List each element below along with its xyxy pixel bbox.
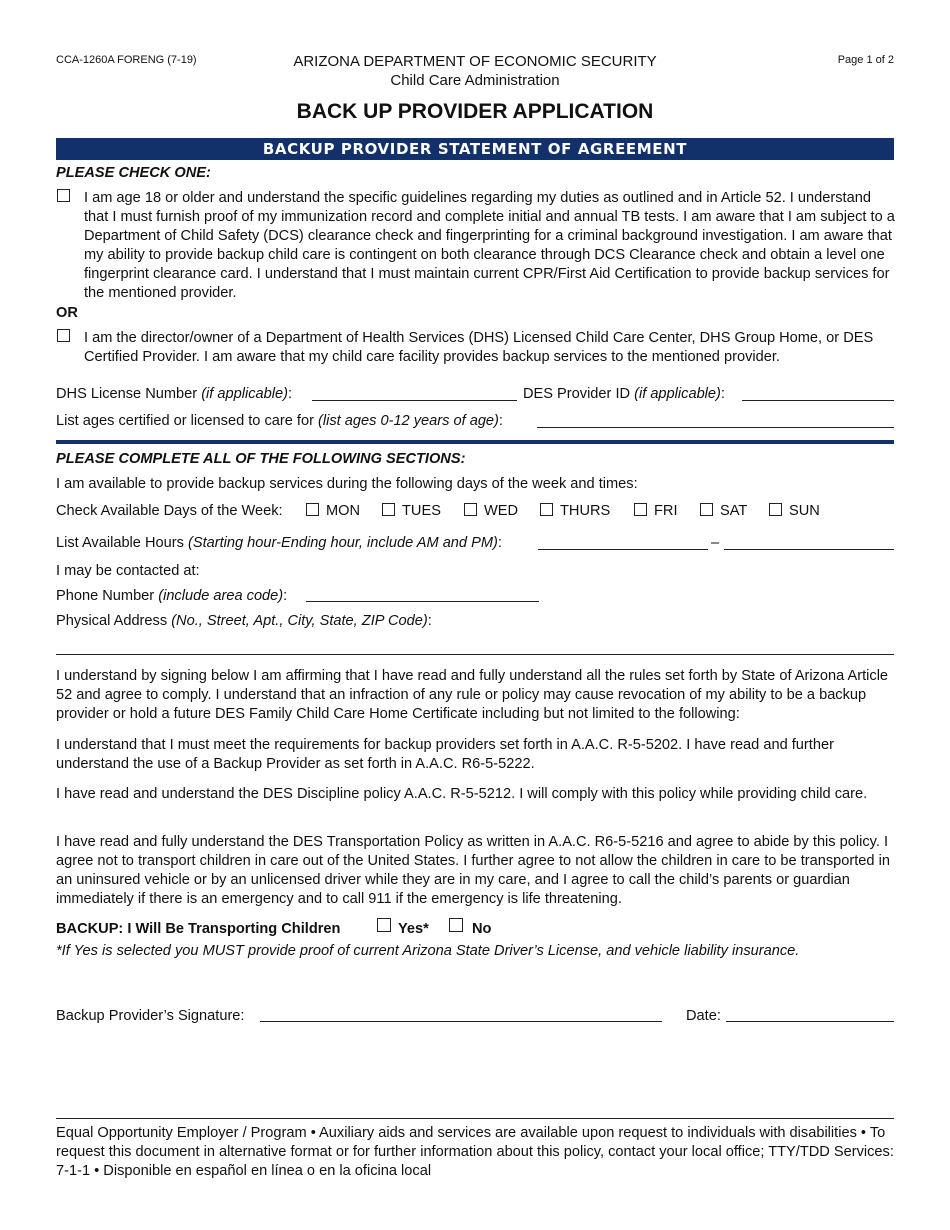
day-mon[interactable]: MON	[306, 502, 360, 521]
agreement-paragraph-2: I understand that I must meet the requirements for backup providers set forth in A.A.C. R-5-5202. I have read and further understand the use of a Backup Provider as set forth in A.A.C. R6-5-5222.	[56, 737, 834, 772]
or-label: OR	[56, 305, 78, 321]
des-provider-input[interactable]	[742, 400, 894, 401]
phone-input[interactable]	[306, 601, 539, 602]
date-input[interactable]	[726, 1021, 894, 1022]
available-text: I am available to provide backup services during the following days of the week and times:	[56, 476, 638, 492]
day-sun-checkbox[interactable]	[769, 503, 782, 516]
hours-label: List Available Hours (Starting hour-Ending hour, include AM and PM):	[56, 535, 502, 551]
days-label: Check Available Days of the Week:	[56, 503, 283, 519]
end-hour-input[interactable]	[724, 549, 894, 550]
option2-text: I am the director/owner of a Department of Health Services (DHS) Licensed Child Care Center, DHS Group Home, or DES Certified Provider. I am aware that my child care facility provides backup services to the mentioned provider.	[84, 330, 874, 365]
option1-checkbox[interactable]	[57, 189, 70, 202]
day-sat-checkbox[interactable]	[700, 503, 713, 516]
ages-input[interactable]	[537, 427, 894, 428]
contact-text: I may be contacted at:	[56, 563, 200, 579]
day-tues[interactable]: TUES	[382, 502, 441, 521]
day-fri[interactable]: FRI	[634, 502, 678, 521]
dhs-license-label: DHS License Number (if applicable):	[56, 386, 293, 402]
day-wed[interactable]: WED	[464, 502, 518, 521]
transport-label: BACKUP: I Will Be Transporting Children	[56, 921, 341, 937]
day-sat[interactable]: SAT	[700, 502, 747, 521]
day-fri-checkbox[interactable]	[634, 503, 647, 516]
agreement-paragraph-3: I have read and understand the DES Discipline policy A.A.C. R-5-5212. I will comply with this policy while providing child care.	[56, 786, 868, 802]
division-name: Child Care Administration	[390, 72, 560, 89]
day-thurs-checkbox[interactable]	[540, 503, 553, 516]
date-label: Date:	[686, 1008, 721, 1024]
check-one-heading: PLEASE CHECK ONE:	[56, 165, 211, 181]
days-group	[306, 502, 896, 522]
ages-label: List ages certified or licensed to care for (list ages 0-12 years of age):	[56, 413, 503, 429]
transport-yes-checkbox[interactable]	[377, 918, 391, 932]
option2-checkbox[interactable]	[57, 329, 70, 342]
day-mon-checkbox[interactable]	[306, 503, 319, 516]
signature-label: Backup Provider’s Signature:	[56, 1008, 245, 1024]
complete-heading: PLEASE COMPLETE ALL OF THE FOLLOWING SECTIONS:	[56, 451, 466, 467]
start-hour-input[interactable]	[538, 549, 708, 550]
address-input[interactable]	[56, 654, 894, 655]
footer-divider	[56, 1118, 894, 1119]
address-label: Physical Address (No., Street, Apt., City, State, ZIP Code):	[56, 613, 432, 629]
form-code: CCA-1260A FORENG (7-19)	[56, 54, 197, 66]
signature-input[interactable]	[260, 1021, 662, 1022]
hours-dash: –	[711, 535, 720, 551]
section-divider	[56, 440, 894, 444]
transport-no-checkbox[interactable]	[449, 918, 463, 932]
page-title: BACK UP PROVIDER APPLICATION	[296, 100, 654, 123]
section-bar: BACKUP PROVIDER STATEMENT OF AGREEMENT	[56, 138, 894, 160]
day-wed-checkbox[interactable]	[464, 503, 477, 516]
dhs-license-input[interactable]	[312, 400, 517, 401]
transport-yes-label: Yes*	[398, 921, 429, 937]
day-sun[interactable]: SUN	[769, 502, 820, 521]
day-thurs[interactable]: THURS	[540, 502, 610, 521]
day-tues-checkbox[interactable]	[382, 503, 395, 516]
transport-note: *If Yes is selected you MUST provide proof of current Arizona State Driver’s License, and vehicle liability insurance.	[56, 943, 800, 959]
option1-text: I am age 18 or older and understand the specific guidelines regarding my duties as outlined and in Article 52. I understand that I must furnish proof of my immunization record and complete initial and annual TB tests. I am aware that I am subject to a Department of Child Safety (DCS) clearance check and fingerprinting for a criminal background investigation. I am aware that my ability to provide backup child care is contingent on both clearance through DCS Clearance check and obtain a level one fingerprint clearance card. I understand that I must maintain current CPR/First Aid Certification to provide backup services for the mentioned provider.	[84, 190, 895, 301]
agreement-paragraph-1: I understand by signing below I am affirming that I have read and fully understand all the rules set forth by State of Arizona Article 52 and agree to comply. I understand that an infraction of any rule or policy may cause revocation of my ability to be a backup provider or hold a future DES Family Child Care Home Certificate including but not limited to the following:	[56, 668, 889, 722]
des-provider-label: DES Provider ID (if applicable):	[523, 386, 725, 402]
transport-no-label: No	[472, 921, 492, 937]
page-number: Page 1 of 2	[837, 54, 894, 66]
agreement-paragraph-4: I have read and fully understand the DES Transportation Policy as written in A.A.C. R6-5-5216 and agree to abide by this policy. I agree not to transport children in care out of the United States. I further agree to not allow the children in care to be transported in an uninsured vehicle or by an unlicensed driver while they are in my care, and I agree to call the child’s parents or guardian immediately if there is an emergency and to call 911 if the emergency is life threatening.	[56, 834, 890, 907]
phone-label: Phone Number (include area code):	[56, 588, 288, 604]
footer-text: Equal Opportunity Employer / Program • Auxiliary aids and services are available upon request to individuals with disabilities • To request this document in alternative format or for further information about this policy, contact your local office; TTY/TDD Services: 7-1-1 • Disponible en español en línea o en la oficina local	[56, 1125, 894, 1179]
department-name: ARIZONA DEPARTMENT OF ECONOMIC SECURITY	[293, 53, 657, 70]
